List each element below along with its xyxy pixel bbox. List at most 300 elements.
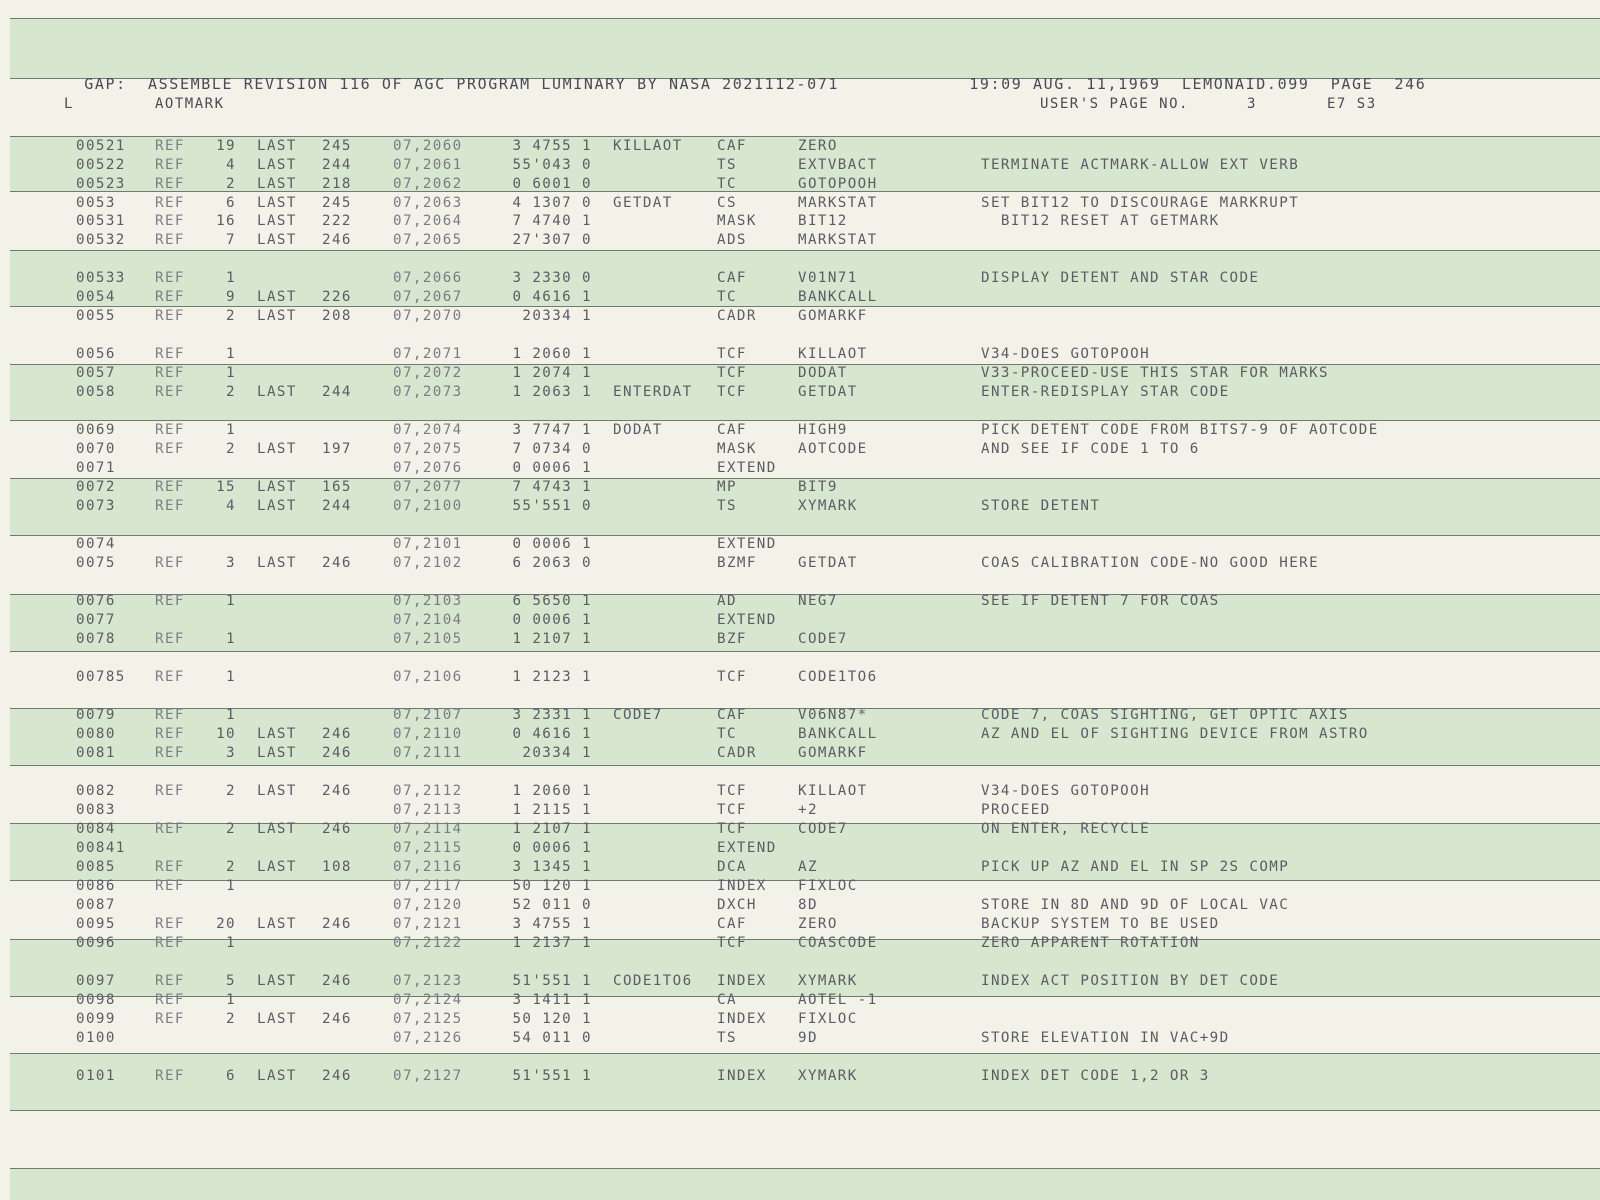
line-number: 0075 bbox=[76, 555, 116, 571]
octal-word: 1 2107 1 bbox=[512, 821, 592, 837]
comment: V34-DOES GOTOPOOH bbox=[981, 783, 1151, 799]
octal-word: 27'307 0 bbox=[512, 232, 592, 248]
line-number: 0098 bbox=[76, 992, 116, 1008]
opcode: CAF bbox=[717, 422, 747, 438]
opcode: BZF bbox=[717, 631, 747, 647]
listing-row bbox=[0, 498, 1600, 517]
line-number: 0087 bbox=[76, 897, 116, 913]
symbol-label: KILLAOT bbox=[613, 138, 683, 154]
opcode: DXCH bbox=[717, 897, 757, 913]
ref-count: 2 bbox=[226, 859, 236, 875]
last-page: 246 bbox=[322, 783, 352, 799]
ref-count: 16 bbox=[216, 213, 236, 229]
opcode: TCF bbox=[717, 821, 747, 837]
octal-word: 3 4755 1 bbox=[512, 916, 592, 932]
listing-row bbox=[0, 422, 1600, 441]
operand: CODE7 bbox=[798, 821, 848, 837]
last-page: 218 bbox=[322, 176, 352, 192]
listing-row bbox=[0, 802, 1600, 821]
ref-marker: REF bbox=[155, 973, 185, 989]
ref-marker: REF bbox=[155, 707, 185, 723]
ref-marker: REF bbox=[155, 821, 185, 837]
last-marker: LAST bbox=[257, 1068, 297, 1084]
memory-address: 07,2074 bbox=[393, 422, 463, 438]
line-number: 00841 bbox=[76, 840, 126, 856]
opcode: EXTEND bbox=[717, 840, 777, 856]
band-rule bbox=[10, 1053, 1600, 1054]
listing-row bbox=[0, 308, 1600, 327]
operand: 9D bbox=[798, 1030, 818, 1046]
opcode: TCF bbox=[717, 365, 747, 381]
listing-row bbox=[0, 195, 1600, 214]
octal-word: 0 0006 1 bbox=[512, 612, 592, 628]
memory-address: 07,2123 bbox=[393, 973, 463, 989]
page-label: PAGE bbox=[1330, 75, 1374, 93]
comment: PROCEED bbox=[981, 802, 1051, 818]
comment: ON ENTER, RECYCLE bbox=[981, 821, 1151, 837]
listing-row bbox=[0, 555, 1600, 574]
operand: KILLAOT bbox=[798, 783, 868, 799]
band-rule bbox=[10, 18, 1600, 19]
comment: TERMINATE ACTMARK-ALLOW EXT VERB bbox=[981, 157, 1300, 173]
opcode: TC bbox=[717, 726, 737, 742]
last-marker: LAST bbox=[257, 1011, 297, 1027]
listing-row bbox=[0, 840, 1600, 859]
octal-word: 3 4755 1 bbox=[512, 138, 592, 154]
octal-word: 0 4616 1 bbox=[512, 289, 592, 305]
opcode: TC bbox=[717, 289, 737, 305]
ref-marker: REF bbox=[155, 213, 185, 229]
last-marker: LAST bbox=[257, 157, 297, 173]
octal-word: 3 2330 0 bbox=[512, 270, 592, 286]
comment: SET BIT12 TO DISCOURAGE MARKRUPT bbox=[981, 195, 1300, 211]
line-number: 0086 bbox=[76, 878, 116, 894]
line-number: 0074 bbox=[76, 536, 116, 552]
listing-row bbox=[0, 707, 1600, 726]
operand: V06N87* bbox=[798, 707, 868, 723]
last-page: 246 bbox=[322, 973, 352, 989]
comment: CODE 7, COAS SIGHTING, GET OPTIC AXIS bbox=[981, 707, 1349, 723]
octal-word: 4 1307 0 bbox=[512, 195, 592, 211]
listing-row bbox=[0, 992, 1600, 1011]
line-number: 0073 bbox=[76, 498, 116, 514]
octal-word: 1 2107 1 bbox=[512, 631, 592, 647]
ref-count: 9 bbox=[226, 289, 236, 305]
symbol-label: CODE7 bbox=[613, 707, 663, 723]
ref-count: 2 bbox=[226, 821, 236, 837]
operand: GETDAT bbox=[798, 384, 858, 400]
listing-row bbox=[0, 157, 1600, 176]
octal-word: 1 2115 1 bbox=[512, 802, 592, 818]
line-number: 0077 bbox=[76, 612, 116, 628]
band-rule bbox=[10, 651, 1600, 652]
listing-row bbox=[0, 384, 1600, 403]
octal-word: 1 2063 1 bbox=[512, 384, 592, 400]
last-marker: LAST bbox=[257, 308, 297, 324]
ref-count: 7 bbox=[226, 232, 236, 248]
operand: XYMARK bbox=[798, 1068, 858, 1084]
section-name: AOTMARK bbox=[155, 96, 225, 112]
ref-count: 1 bbox=[226, 346, 236, 362]
opcode: CAF bbox=[717, 916, 747, 932]
operand: XYMARK bbox=[798, 973, 858, 989]
band-rule bbox=[10, 136, 1600, 137]
listing-row bbox=[0, 213, 1600, 232]
operand: KILLAOT bbox=[798, 346, 868, 362]
octal-word: 3 2331 1 bbox=[512, 707, 592, 723]
last-marker: LAST bbox=[257, 859, 297, 875]
symbol-label: GETDAT bbox=[613, 195, 673, 211]
operand: 8D bbox=[798, 897, 818, 913]
listing-row bbox=[0, 1030, 1600, 1049]
operand: BIT12 bbox=[798, 213, 848, 229]
comment: V34-DOES GOTOPOOH bbox=[981, 346, 1151, 362]
ref-count: 1 bbox=[226, 631, 236, 647]
octal-word: 1 2137 1 bbox=[512, 935, 592, 951]
memory-address: 07,2065 bbox=[393, 232, 463, 248]
listing-row bbox=[0, 138, 1600, 157]
last-marker: LAST bbox=[257, 916, 297, 932]
memory-address: 07,2060 bbox=[393, 138, 463, 154]
band-rule bbox=[10, 1168, 1600, 1169]
line-number: 0070 bbox=[76, 441, 116, 457]
listing-header bbox=[63, 57, 839, 93]
line-number: 0099 bbox=[76, 1011, 116, 1027]
comment: AZ AND EL OF SIGHTING DEVICE FROM ASTRO bbox=[981, 726, 1369, 742]
opcode: INDEX bbox=[717, 1068, 767, 1084]
memory-address: 07,2103 bbox=[393, 593, 463, 609]
line-number: 0058 bbox=[76, 384, 116, 400]
ref-marker: REF bbox=[155, 631, 185, 647]
ref-count: 2 bbox=[226, 176, 236, 192]
opcode: MP bbox=[717, 479, 737, 495]
last-page: 246 bbox=[322, 821, 352, 837]
section-code: E7 S3 bbox=[1327, 96, 1377, 112]
comment: ZERO APPARENT ROTATION bbox=[981, 935, 1200, 951]
last-page: 244 bbox=[322, 384, 352, 400]
opcode: TCF bbox=[717, 935, 747, 951]
ref-marker: REF bbox=[155, 726, 185, 742]
memory-address: 07,2076 bbox=[393, 460, 463, 476]
memory-address: 07,2104 bbox=[393, 612, 463, 628]
ref-marker: REF bbox=[155, 479, 185, 495]
line-number: 0081 bbox=[76, 745, 116, 761]
memory-address: 07,2066 bbox=[393, 270, 463, 286]
last-marker: LAST bbox=[257, 498, 297, 514]
ref-count: 1 bbox=[226, 270, 236, 286]
last-page: 246 bbox=[322, 916, 352, 932]
octal-word: 0 0006 1 bbox=[512, 536, 592, 552]
last-marker: LAST bbox=[257, 726, 297, 742]
opcode: CAF bbox=[717, 707, 747, 723]
ref-count: 3 bbox=[226, 555, 236, 571]
opcode: CADR bbox=[717, 308, 757, 324]
octal-word: 3 1345 1 bbox=[512, 859, 592, 875]
ref-marker: REF bbox=[155, 422, 185, 438]
ref-marker: REF bbox=[155, 346, 185, 362]
ref-marker: REF bbox=[155, 593, 185, 609]
ref-count: 5 bbox=[226, 973, 236, 989]
ref-count: 2 bbox=[226, 1011, 236, 1027]
band-rule bbox=[10, 765, 1600, 766]
memory-address: 07,2101 bbox=[393, 536, 463, 552]
opcode: INDEX bbox=[717, 878, 767, 894]
memory-address: 07,2077 bbox=[393, 479, 463, 495]
line-number: 0083 bbox=[76, 802, 116, 818]
assembly-title: GAP: ASSEMBLE REVISION 116 OF AGC PROGRAM LUMINARY BY NASA 2021112-071 bbox=[84, 75, 840, 93]
listing-row bbox=[0, 631, 1600, 650]
ref-marker: REF bbox=[155, 308, 185, 324]
last-marker: LAST bbox=[257, 745, 297, 761]
ref-count: 6 bbox=[226, 195, 236, 211]
last-marker: LAST bbox=[257, 138, 297, 154]
listing-row bbox=[0, 726, 1600, 745]
listing-row bbox=[0, 479, 1600, 498]
opcode: INDEX bbox=[717, 973, 767, 989]
ref-count: 2 bbox=[226, 308, 236, 324]
last-marker: LAST bbox=[257, 213, 297, 229]
ref-marker: REF bbox=[155, 289, 185, 305]
octal-word: 52 011 0 bbox=[512, 897, 592, 913]
memory-address: 07,2126 bbox=[393, 1030, 463, 1046]
listing-row bbox=[0, 973, 1600, 992]
ref-marker: REF bbox=[155, 935, 185, 951]
line-number: 0084 bbox=[76, 821, 116, 837]
listing-row bbox=[0, 460, 1600, 479]
octal-word: 0 4616 1 bbox=[512, 726, 592, 742]
memory-address: 07,2072 bbox=[393, 365, 463, 381]
memory-address: 07,2122 bbox=[393, 935, 463, 951]
line-number: 00785 bbox=[76, 669, 126, 685]
last-page: 245 bbox=[322, 138, 352, 154]
ref-count: 2 bbox=[226, 441, 236, 457]
last-marker: LAST bbox=[257, 176, 297, 192]
operand: FIXLOC bbox=[798, 878, 858, 894]
line-number: 0095 bbox=[76, 916, 116, 932]
octal-word: 1 2123 1 bbox=[512, 669, 592, 685]
last-page: 246 bbox=[322, 1068, 352, 1084]
comment: COAS CALIBRATION CODE-NO GOOD HERE bbox=[981, 555, 1320, 571]
line-number: 0085 bbox=[76, 859, 116, 875]
octal-word: 1 2060 1 bbox=[512, 346, 592, 362]
opcode: TCF bbox=[717, 802, 747, 818]
memory-address: 07,2121 bbox=[393, 916, 463, 932]
ref-count: 1 bbox=[226, 935, 236, 951]
last-page: 226 bbox=[322, 289, 352, 305]
memory-address: 07,2071 bbox=[393, 346, 463, 362]
symbol-label: DODAT bbox=[613, 422, 663, 438]
octal-word: 55'551 0 bbox=[512, 498, 592, 514]
line-number: 00522 bbox=[76, 157, 126, 173]
ref-count: 1 bbox=[226, 992, 236, 1008]
opcode: TCF bbox=[717, 384, 747, 400]
octal-word: 0 0006 1 bbox=[512, 460, 592, 476]
listing-row bbox=[0, 365, 1600, 384]
octal-word: 50 120 1 bbox=[512, 878, 592, 894]
ref-count: 6 bbox=[226, 1068, 236, 1084]
memory-address: 07,2127 bbox=[393, 1068, 463, 1084]
last-marker: LAST bbox=[257, 479, 297, 495]
symbol-label: CODE1TO6 bbox=[613, 973, 693, 989]
octal-word: 20334 1 bbox=[522, 308, 592, 324]
comment: BIT12 RESET AT GETMARK bbox=[981, 213, 1220, 229]
print-timestamp: 19:09 AUG. 11,1969 bbox=[969, 75, 1161, 93]
users-page-label: USER'S PAGE NO. bbox=[1040, 96, 1189, 112]
opcode: CS bbox=[717, 195, 737, 211]
listing-row bbox=[0, 176, 1600, 195]
comment: PICK UP AZ AND EL IN SP 2S COMP bbox=[981, 859, 1290, 875]
memory-address: 07,2111 bbox=[393, 745, 463, 761]
band-rule bbox=[10, 420, 1600, 421]
last-marker: LAST bbox=[257, 973, 297, 989]
line-number: 0079 bbox=[76, 707, 116, 723]
operand: GETDAT bbox=[798, 555, 858, 571]
listing-row bbox=[0, 935, 1600, 954]
octal-word: 55'043 0 bbox=[512, 157, 592, 173]
ref-count: 1 bbox=[226, 422, 236, 438]
ref-count: 2 bbox=[226, 783, 236, 799]
octal-word: 51'551 1 bbox=[512, 1068, 592, 1084]
operand: MARKSTAT bbox=[798, 195, 878, 211]
listing-row bbox=[0, 783, 1600, 802]
listing-row bbox=[0, 878, 1600, 897]
line-number: 0057 bbox=[76, 365, 116, 381]
listing-row bbox=[0, 897, 1600, 916]
memory-address: 07,2061 bbox=[393, 157, 463, 173]
opcode: TCF bbox=[717, 346, 747, 362]
opcode: TS bbox=[717, 157, 737, 173]
opcode: AD bbox=[717, 593, 737, 609]
ref-marker: REF bbox=[155, 176, 185, 192]
octal-word: 54 011 0 bbox=[512, 1030, 592, 1046]
line-number: 0082 bbox=[76, 783, 116, 799]
paper-band bbox=[10, 1168, 1600, 1200]
line-number: 00531 bbox=[76, 213, 126, 229]
memory-address: 07,2073 bbox=[393, 384, 463, 400]
line-number: 0080 bbox=[76, 726, 116, 742]
octal-word: 1 2074 1 bbox=[512, 365, 592, 381]
memory-address: 07,2115 bbox=[393, 840, 463, 856]
comment: V33-PROCEED-USE THIS STAR FOR MARKS bbox=[981, 365, 1329, 381]
line-number: 0055 bbox=[76, 308, 116, 324]
listing-name: LEMONAID.099 bbox=[1181, 75, 1310, 93]
line-number: 0069 bbox=[76, 422, 116, 438]
last-marker: LAST bbox=[257, 384, 297, 400]
ref-marker: REF bbox=[155, 195, 185, 211]
ref-marker: REF bbox=[155, 498, 185, 514]
ref-count: 1 bbox=[226, 593, 236, 609]
octal-word: 6 2063 0 bbox=[512, 555, 592, 571]
operand: AOTEL -1 bbox=[798, 992, 878, 1008]
opcode: EXTEND bbox=[717, 460, 777, 476]
listing-row bbox=[0, 1011, 1600, 1030]
opcode: INDEX bbox=[717, 1011, 767, 1027]
ref-count: 15 bbox=[216, 479, 236, 495]
operand: +2 bbox=[798, 802, 818, 818]
memory-address: 07,2110 bbox=[393, 726, 463, 742]
comment: STORE IN 8D AND 9D OF LOCAL VAC bbox=[981, 897, 1290, 913]
opcode: DCA bbox=[717, 859, 747, 875]
octal-word: 7 4740 1 bbox=[512, 213, 592, 229]
operand: ZERO bbox=[798, 138, 838, 154]
operand: CODE7 bbox=[798, 631, 848, 647]
last-page: 246 bbox=[322, 555, 352, 571]
opcode: CA bbox=[717, 992, 737, 1008]
ref-count: 1 bbox=[226, 878, 236, 894]
opcode: MASK bbox=[717, 441, 757, 457]
line-number: 0056 bbox=[76, 346, 116, 362]
symbol-label: ENTERDAT bbox=[613, 384, 693, 400]
octal-word: 50 120 1 bbox=[512, 1011, 592, 1027]
last-marker: LAST bbox=[257, 783, 297, 799]
ref-count: 1 bbox=[226, 707, 236, 723]
ref-marker: REF bbox=[155, 555, 185, 571]
memory-address: 07,2062 bbox=[393, 176, 463, 192]
opcode: TCF bbox=[717, 783, 747, 799]
last-marker: LAST bbox=[257, 195, 297, 211]
listing-row bbox=[0, 1068, 1600, 1087]
operand: MARKSTAT bbox=[798, 232, 878, 248]
last-marker: LAST bbox=[257, 821, 297, 837]
octal-word: 7 4743 1 bbox=[512, 479, 592, 495]
last-page: 246 bbox=[322, 726, 352, 742]
ref-count: 3 bbox=[226, 745, 236, 761]
line-number: 0072 bbox=[76, 479, 116, 495]
operand: GOMARKF bbox=[798, 745, 868, 761]
ref-marker: REF bbox=[155, 441, 185, 457]
ref-count: 2 bbox=[226, 384, 236, 400]
line-number: 0076 bbox=[76, 593, 116, 609]
opcode: CAF bbox=[717, 270, 747, 286]
memory-address: 07,2124 bbox=[393, 992, 463, 1008]
ref-marker: REF bbox=[155, 878, 185, 894]
octal-word: 6 5650 1 bbox=[512, 593, 592, 609]
ref-marker: REF bbox=[155, 859, 185, 875]
line-number: 00521 bbox=[76, 138, 126, 154]
operand: GOMARKF bbox=[798, 308, 868, 324]
ref-count: 4 bbox=[226, 157, 236, 173]
memory-address: 07,2117 bbox=[393, 878, 463, 894]
listing-row bbox=[0, 289, 1600, 308]
listing-row bbox=[0, 441, 1600, 460]
operand: ZERO bbox=[798, 916, 838, 932]
ref-count: 20 bbox=[216, 916, 236, 932]
line-number: 0096 bbox=[76, 935, 116, 951]
memory-address: 07,2070 bbox=[393, 308, 463, 324]
opcode: TS bbox=[717, 498, 737, 514]
last-marker: LAST bbox=[257, 232, 297, 248]
comment: AND SEE IF CODE 1 TO 6 bbox=[981, 441, 1200, 457]
listing-row bbox=[0, 745, 1600, 764]
last-page: 246 bbox=[322, 1011, 352, 1027]
listing-row bbox=[0, 669, 1600, 688]
last-page: 108 bbox=[322, 859, 352, 875]
line-number: 0071 bbox=[76, 460, 116, 476]
operand: GOTOPOOH bbox=[798, 176, 878, 192]
last-page: 244 bbox=[322, 157, 352, 173]
memory-address: 07,2116 bbox=[393, 859, 463, 875]
operand: CODE1TO6 bbox=[798, 669, 878, 685]
octal-word: 1 2060 1 bbox=[512, 783, 592, 799]
last-page: 246 bbox=[322, 232, 352, 248]
last-page: 245 bbox=[322, 195, 352, 211]
operand: V01N71 bbox=[798, 270, 858, 286]
opcode: MASK bbox=[717, 213, 757, 229]
memory-address: 07,2105 bbox=[393, 631, 463, 647]
ref-marker: REF bbox=[155, 384, 185, 400]
operand: AZ bbox=[798, 859, 818, 875]
memory-address: 07,2100 bbox=[393, 498, 463, 514]
